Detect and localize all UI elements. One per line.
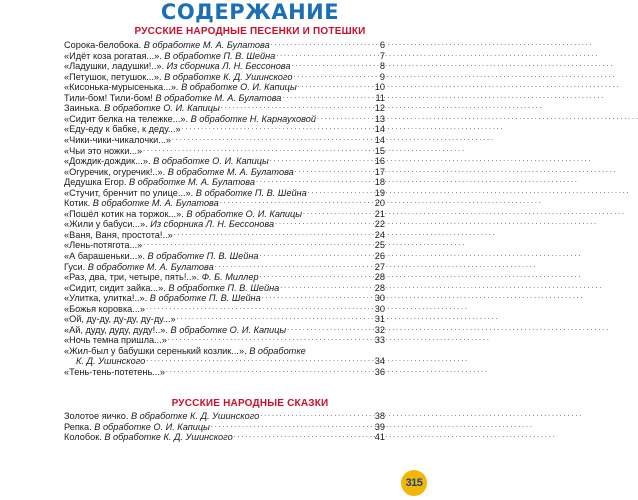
toc-list-songs — [64, 40, 385, 378]
page-number-badge: 315 — [401, 470, 427, 496]
toc-entry-text — [64, 82, 297, 93]
entry-title: «Огуречик, огуречик!..». — [64, 166, 166, 177]
toc-entry-text — [64, 367, 165, 378]
entry-title: Репка. — [64, 421, 92, 432]
entry-source: В обработке М. А. Булатова — [87, 261, 214, 272]
entry-title: «Жили у бабуси...». — [64, 219, 148, 230]
entry-page-number: 28 — [374, 272, 385, 283]
entry-page-number: 34 — [374, 356, 385, 367]
entry-source: Ф. Б. Миллер — [201, 272, 259, 283]
entry-source: В обработке К. Д. Ушинского — [164, 71, 293, 82]
section-title-songs: РУССКИЕ НАРОДНЫЕ ПЕСЕНКИ И ПОТЕШКИ — [134, 26, 366, 37]
entry-page-number: 18 — [374, 177, 385, 188]
entry-source: В обработке О. И. Капицы — [104, 103, 220, 114]
entry-source: К. Д. Ушинского — [76, 356, 146, 367]
entry-source: Из сборника Л. Н. Бессонова — [166, 61, 291, 72]
entry-title: «Идёт коза рогатая...». — [64, 50, 162, 61]
entry-page-number: 15 — [374, 145, 385, 156]
entry-page-number: 14 — [374, 134, 385, 145]
entry-title: «Ай, дуду, дуду, дуду!..». — [64, 324, 168, 335]
entry-title: «Раз, два, три, четыре, пять!..». — [64, 272, 200, 283]
entry-title: Дедушка Егор. — [64, 177, 127, 188]
entry-page-number: 22 — [374, 219, 385, 230]
entry-source: В обработке О. И. Капицы — [186, 208, 303, 219]
toc-entry-text — [64, 51, 275, 62]
entry-page-number: 11 — [375, 92, 385, 103]
entry-source: В обработке — [249, 345, 306, 356]
entry-source: В обработке М. А. Булатова — [167, 166, 294, 177]
entry-title: «Ваня, Ваня, простота!..» — [64, 229, 173, 240]
toc-entry-text — [64, 146, 142, 157]
entry-title: «Ой, ду-ду, ду-ду, ду-ду...» — [64, 314, 176, 325]
entry-source: В обработке О. И. Капицы — [181, 82, 297, 93]
entry-page-number: 24 — [374, 229, 385, 240]
toc-entry-text — [64, 72, 292, 83]
toc-list-tales — [64, 411, 385, 443]
toc-entry-text — [64, 103, 220, 114]
entry-source: В обработке П. В. Шейна — [149, 293, 261, 304]
entry-source: В обработке О. И. Капицы — [94, 421, 210, 432]
entry-title: «Ладушки, ладушки!..». — [64, 61, 165, 72]
toc-entry-text — [64, 124, 181, 135]
entry-title: «Сидит белка на тележке...». — [64, 113, 189, 124]
toc-entry-text — [64, 314, 176, 325]
entry-title: Колобок. — [64, 432, 102, 443]
toc-entry — [64, 335, 385, 346]
entry-title: «Лень-потягота...» — [64, 240, 143, 251]
entry-title: Сорока-белобока. — [64, 40, 142, 51]
entry-page-number: 17 — [374, 166, 385, 177]
entry-title: «Стучит, бренчит по улице...». — [64, 187, 194, 198]
entry-source: В обработке П. В. Шейна — [164, 50, 276, 61]
entry-source: В обработке Н. Карнауховой — [190, 113, 316, 124]
entry-source: В обработке К. Д. Ушинского — [104, 432, 233, 443]
entry-source: В обработке П. В. Шейна — [195, 187, 307, 198]
entry-page-number: 31 — [374, 314, 385, 325]
entry-source: В обработке М. А. Булатова — [155, 92, 282, 103]
entry-page-number: 30 — [374, 293, 385, 304]
toc-entry-text — [64, 40, 270, 51]
entry-page-number: 19 — [374, 187, 385, 198]
entry-title: «Тень-тень-потетень...» — [64, 367, 166, 377]
entry-title: «Пошёл котик на торжок...». — [64, 208, 184, 219]
toc-entry-text — [64, 262, 214, 273]
entry-source: В обработке О. И. Капицы — [170, 324, 287, 335]
toc-entry-text — [64, 61, 291, 72]
toc-entry — [64, 432, 385, 443]
toc-entry-text — [64, 209, 302, 220]
entry-page-number: 36 — [374, 367, 385, 377]
entry-page-number: 39 — [374, 421, 385, 432]
entry-title: «Дождик-дождик...». — [64, 156, 151, 167]
toc-entry-text — [64, 304, 145, 315]
entry-page-number: 27 — [374, 261, 385, 272]
toc-entry-text — [64, 335, 167, 346]
entry-page-number: 14 — [374, 124, 385, 135]
entry-page-number: 13 — [374, 113, 385, 124]
entry-title: «Жил-был у бабушки серенький козлик...». — [64, 345, 247, 356]
entry-page-number: 10 — [374, 82, 385, 93]
toc-entry-text — [64, 356, 145, 367]
entry-source: Из сборника Л. Н. Бессонова — [150, 219, 275, 230]
entry-title: Котик. — [64, 198, 91, 209]
entry-page-number: 30 — [374, 303, 385, 314]
entry-source: В обработке К. Д. Ушинского — [130, 411, 260, 422]
entry-page-number: 32 — [374, 324, 385, 335]
entry-source: В обработке О. И. Капицы — [153, 156, 269, 167]
entry-page-number: 26 — [374, 250, 385, 261]
entry-page-number: 9 — [379, 71, 385, 82]
entry-title: «Петушок, петушок...». — [64, 71, 162, 82]
entry-title: Тили-бом! Тили-бом! — [64, 92, 153, 103]
entry-title: «Чики-чики-чикалочки...» — [64, 134, 172, 145]
page-title: СОДЕРЖАНИЕ — [160, 0, 340, 24]
entry-title: «А барашеньки...». — [64, 250, 145, 261]
toc-entry-text — [64, 240, 142, 251]
entry-source: В обработке М. А. Булатова — [92, 198, 219, 209]
entry-page-number: 38 — [374, 411, 385, 422]
entry-page-number: 16 — [374, 156, 385, 167]
toc-entry-text — [64, 177, 255, 188]
entry-title: «Сидит, сидит зайка...». — [64, 282, 166, 293]
entry-page-number: 8 — [379, 61, 385, 72]
entry-title: «Ночь темна пришла...» — [64, 335, 167, 346]
entry-title: Золотое яичко. — [64, 411, 129, 422]
toc-entry-text — [64, 432, 233, 443]
entry-page-number: 25 — [374, 240, 385, 251]
dot-leader — [168, 332, 372, 345]
entry-source: В обработке М. А. Булатова — [143, 40, 270, 51]
entry-page-number: 21 — [374, 208, 385, 219]
entry-page-number: 6 — [379, 40, 385, 51]
entry-title: Заинька. — [64, 103, 102, 114]
entry-source: В обработке П. В. Шейна — [168, 282, 280, 293]
entry-page-number: 12 — [374, 103, 385, 114]
entry-page-number: 7 — [379, 50, 385, 61]
toc-entry-text — [64, 198, 219, 209]
entry-source: В обработке П. В. Шейна — [147, 250, 259, 261]
entry-page-number: 41 — [374, 432, 385, 443]
toc-entry-text — [64, 156, 269, 167]
entry-title: «Еду-еду к бабке, к деду...» — [64, 124, 181, 135]
entry-page-number: 33 — [374, 335, 385, 346]
entry-title: «Чьи это ножки...» — [64, 145, 143, 156]
entry-title: «Божья коровка...» — [64, 303, 146, 314]
toc-entry-text — [64, 283, 279, 294]
entry-title: Гуси. — [64, 261, 86, 272]
entry-page-number: 20 — [374, 198, 385, 209]
entry-title: «Кисонька-мурысенька...». — [64, 82, 179, 93]
entry-page-number: 28 — [374, 282, 385, 293]
toc-entry — [64, 367, 385, 378]
dot-leader — [166, 364, 372, 377]
section-title-tales: РУССКИЕ НАРОДНЫЕ СКАЗКИ — [171, 398, 329, 409]
entry-title: «Улитка, улитка!..». — [64, 293, 148, 304]
toc-entry-text — [64, 422, 210, 433]
toc-entry-text — [64, 272, 259, 283]
dot-leader — [234, 429, 372, 442]
entry-source: В обработке М. А. Булатова — [128, 177, 255, 188]
